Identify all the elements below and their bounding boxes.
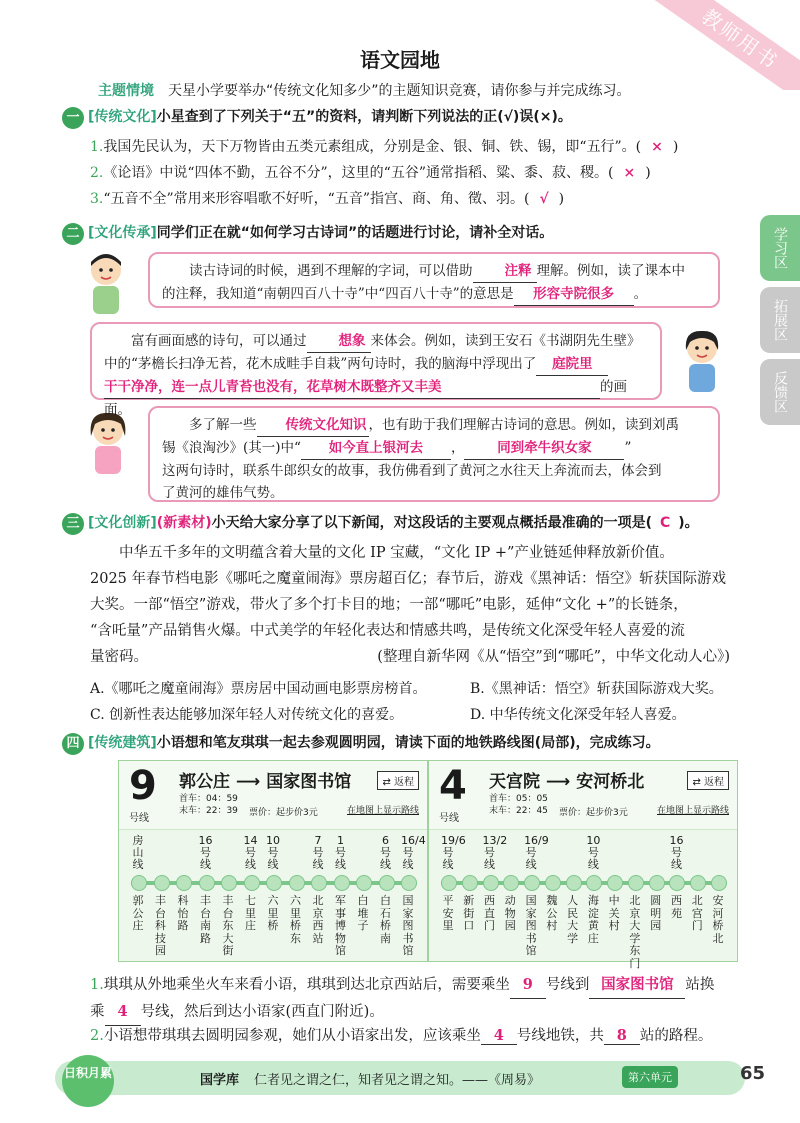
line-number: 9 xyxy=(129,763,157,809)
sub-number: 2. xyxy=(90,1028,104,1044)
dialogue-bubble-2 xyxy=(90,322,662,418)
fare: 票价：起步价3元 xyxy=(249,808,318,818)
sub-answer: 4 xyxy=(105,999,141,1026)
dialogue-text: 锡《浪淘沙》(其一)中“ xyxy=(162,440,301,456)
station-name: 白堆子 xyxy=(357,894,369,932)
page-footer xyxy=(0,1055,800,1123)
q1-item-text: 《论语》中说“四体不勤，五谷不分”，这里的“五谷”通常指稻、粱、黍、菽、稷。( xyxy=(103,165,614,181)
q4-sub1 xyxy=(90,972,730,1026)
dialogue-text: 。 xyxy=(633,286,648,302)
q2-prompt: 同学们正在就“如何学习古诗词”的话题进行讨论，请补全对话。 xyxy=(156,225,554,241)
q3-tag: [文化创新] xyxy=(88,515,157,531)
q3-end: )。 xyxy=(678,515,699,531)
station-node[interactable] xyxy=(690,875,706,891)
q3-prompt: 小天给大家分享了以下新闻，对这段话的主要观点概括最准确的一项是( xyxy=(211,515,652,531)
passage-line: “含吒量”产品销售火爆。中式美学的年轻化表达和情感共鸣，是传统文化深受年轻人喜爱的流 xyxy=(90,623,685,639)
metro-line-9-panel xyxy=(118,760,428,962)
station-node[interactable] xyxy=(441,875,457,891)
transfer-label: 10号线 xyxy=(266,834,280,871)
station-node[interactable] xyxy=(244,875,260,891)
q3-number: 三 xyxy=(62,513,84,535)
q2-tag: [文化传承] xyxy=(88,225,157,241)
sub-answer: 国家图书馆 xyxy=(589,972,685,999)
station-name: 中关村 xyxy=(608,894,620,932)
metro-header xyxy=(429,761,737,830)
service-times xyxy=(179,793,238,817)
boy-illustration xyxy=(80,250,132,318)
line-label: 号线 xyxy=(129,813,149,824)
sub-answer: 8 xyxy=(604,1027,640,1045)
station-name: 动物园 xyxy=(504,894,516,932)
sub-text: 乘 xyxy=(90,1004,105,1020)
station-name: 海淀黄庄 xyxy=(587,894,599,945)
dialogue-answer: 形容寺院很多 xyxy=(514,283,634,306)
dialogue-answer: 干干净净，连一点儿青苔也没有，花草树木既整齐又丰美 xyxy=(104,376,600,399)
dialogue-bubble-1 xyxy=(148,252,720,308)
footer-label: 国学库 xyxy=(200,1073,240,1088)
station-name: 圆明园 xyxy=(650,894,662,932)
q1-item-text: “五音不全”常用来形容唱歌不好听，“五音”指宫、商、角、徵、羽。( xyxy=(103,191,530,207)
q1-item xyxy=(90,162,651,182)
station-name: 国家图书馆 xyxy=(525,894,537,957)
station-name: 北京大学东门 xyxy=(629,894,641,970)
q3-answer: C xyxy=(660,515,671,531)
q1-item-answer: × xyxy=(623,165,636,181)
station-node[interactable] xyxy=(607,875,623,891)
station-node[interactable] xyxy=(462,875,478,891)
station-node[interactable] xyxy=(401,875,417,891)
dialogue-answer: 如今直上银河去 xyxy=(301,437,451,460)
station-name: 魏公村 xyxy=(546,894,558,932)
dialogue-answer: 想象 xyxy=(307,330,371,353)
q2-number: 二 xyxy=(62,223,84,245)
corner-badge-text: 教师用书 xyxy=(650,0,800,90)
dialogue-text: ，也有助于我们理解古诗词的意思。例如，读到刘禹 xyxy=(368,417,679,433)
passage-line: 2025 年春节档电影《哪吒之魔童闹海》票房超百亿；春节后，游戏《黑神话：悟空》斩获国际游戏 xyxy=(90,571,727,587)
dialogue-text: ， xyxy=(450,440,465,456)
dialogue-text: 了黄河的雄伟气势。 xyxy=(162,485,284,501)
side-tab-extend[interactable]: 拓展区 xyxy=(760,287,800,353)
dialogue-answer: 同到牵牛织女家 xyxy=(464,437,624,460)
dialogue-answer: 传统文化知识 xyxy=(257,414,369,437)
q2-header xyxy=(62,222,553,245)
line-label: 号线 xyxy=(439,813,459,824)
q3-tag-new: (新素材) xyxy=(156,515,212,531)
station-name: 郭公庄 xyxy=(132,894,144,932)
q3-option-c: C. 创新性表达能够加深年轻人对传统文化的喜爱。 xyxy=(90,707,404,723)
station-node[interactable] xyxy=(628,875,644,891)
q1-prompt: 小星查到了下列关于“五”的资料，请判断下列说法的正(√)误(×)。 xyxy=(156,109,572,125)
station-node[interactable] xyxy=(483,875,499,891)
transfer-label: 10号线 xyxy=(586,834,601,871)
q1-item-end: ) xyxy=(558,191,565,207)
passage-line: 中华五千多年的文明蕴含着大量的文化 IP 宝藏，“文化 IP +”产业链延伸释放新价值。 xyxy=(119,545,674,561)
side-tab-feedback[interactable]: 反馈区 xyxy=(760,359,800,425)
station-node[interactable] xyxy=(154,875,170,891)
sub-text: 小语想带琪琪去圆明园参观，她们从小语家出发，应该乘坐 xyxy=(103,1028,481,1044)
station-node[interactable] xyxy=(289,875,305,891)
station-node[interactable] xyxy=(176,875,192,891)
last-train: 末车：22：45 xyxy=(489,806,548,816)
sub-text: 号线到 xyxy=(545,977,590,993)
show-route-link[interactable]: 在地图上显示路线 xyxy=(656,806,729,816)
station-name: 北宫门 xyxy=(691,894,703,932)
show-route-link[interactable]: 在地图上显示路线 xyxy=(346,806,419,816)
route-title: 郭公庄 ⟶ 国家图书馆 xyxy=(179,772,352,792)
transfer-label: 6号线 xyxy=(380,834,391,871)
intro-line xyxy=(98,80,631,100)
dialogue-answer: 注释 xyxy=(473,260,537,283)
station-node[interactable] xyxy=(524,875,540,891)
q4-tag: [传统建筑] xyxy=(88,735,157,751)
return-button[interactable]: ⇄ 返程 xyxy=(687,771,729,790)
station-name: 西苑 xyxy=(670,894,682,920)
station-node[interactable] xyxy=(334,875,350,891)
dialogue-text: 读古诗词的时候，遇到不理解的字词，可以借助 xyxy=(189,263,473,279)
station-name: 西直门 xyxy=(484,894,496,932)
q1-item-number: 3. xyxy=(90,191,104,207)
q3-option-b: B.《黑神话：悟空》斩获国际游戏大奖。 xyxy=(470,681,723,697)
dialogue-bubble-3 xyxy=(148,406,720,502)
sub-number: 1. xyxy=(90,977,104,993)
sub-text: 站换 xyxy=(685,977,715,993)
station-node[interactable] xyxy=(586,875,602,891)
station-name: 平安里 xyxy=(442,894,454,932)
station-node[interactable] xyxy=(199,875,215,891)
intro-label: 主题情境 xyxy=(98,83,154,99)
sub-answer: 9 xyxy=(510,972,546,999)
station-node[interactable] xyxy=(669,875,685,891)
station-node[interactable] xyxy=(131,875,147,891)
transfer-label: 16号线 xyxy=(198,834,213,871)
sub-text: 琪琪从外地乘坐火车来看小语，琪琪到达北京西站后，需要乘坐 xyxy=(103,977,510,993)
line-number: 4 xyxy=(439,763,467,809)
dialogue-answer: 庭院里 xyxy=(536,353,608,376)
passage-line: 大奖。一部“悟空”游戏，带火了多个打卡目的地；一部“哪吒”电影，延伸“文化 +”的长链条， xyxy=(90,597,688,613)
transfer-label: 13/2号线 xyxy=(482,834,508,871)
dialogue-text: 的注释，我知道“南朝四百八十寺”中“四百八十寺”的意思是 xyxy=(162,286,514,302)
q1-header xyxy=(62,106,572,129)
station-name: 六里桥 xyxy=(267,894,279,932)
sub-text: 号线地铁，共 xyxy=(516,1028,604,1044)
q3-passage xyxy=(90,540,730,670)
transfer-label: 14号线 xyxy=(243,834,258,871)
q1-item-number: 1. xyxy=(90,139,104,155)
dialogue-text: 理解。例如，读了课本中 xyxy=(536,263,685,279)
station-node[interactable] xyxy=(545,875,561,891)
unit-badge: 第六单元 xyxy=(622,1066,678,1088)
girl-illustration xyxy=(676,328,728,396)
q1-item-text: 我国先民认为，天下万物皆由五类元素组成，分别是金、银、铜、铁、锡，即“五行”。( xyxy=(103,139,642,155)
transfer-label: 16/4号线 xyxy=(401,834,426,871)
dialogue-text: 多了解一些 xyxy=(189,417,257,433)
transfer-label: 16/9号线 xyxy=(524,834,549,871)
side-tab-study[interactable]: 学习区 xyxy=(760,215,800,281)
metro-line-4-panel xyxy=(428,760,738,970)
station-name: 丰台东大街 xyxy=(222,894,234,957)
q4-sub2 xyxy=(90,1024,712,1045)
daily-badge: 日积月累 xyxy=(62,1055,114,1107)
q3-option-d: D. 中华传统文化深受年轻人喜爱。 xyxy=(470,707,686,723)
q3-option-a: A.《哪吒之魔童闹海》票房居中国动画电影票房榜首。 xyxy=(90,681,427,697)
page-title: 语文园地 xyxy=(360,48,440,72)
q1-item xyxy=(90,136,678,156)
station-node[interactable] xyxy=(379,875,395,891)
sub-text: 号线，然后到达小语家(西直门附近)。 xyxy=(140,1004,384,1020)
dialogue-text: 来体会。例如，读到王安石《书湖阴先生壁》 xyxy=(370,333,641,349)
dialogue-text: 这两句诗时，联系牛郎织女的故事，我仿佛看到了黄河之水往天上奔流而去，体会到 xyxy=(162,463,662,479)
q1-item-number: 2. xyxy=(90,165,104,181)
q1-item-end: ) xyxy=(672,139,679,155)
q1-number: 一 xyxy=(62,107,84,129)
station-name: 安河桥北 xyxy=(712,894,724,945)
q1-item xyxy=(90,188,564,208)
station-name: 人民大学 xyxy=(567,894,579,945)
q4-header xyxy=(62,732,660,755)
station-name: 白石桥南 xyxy=(380,894,391,945)
dialogue-text: 中的“茅檐长扫净无苔，花木成畦手自栽”两句诗时，我的脑海中浮现出了 xyxy=(104,356,537,372)
station-name: 七里庄 xyxy=(245,894,256,932)
sub-text: 站的路程。 xyxy=(639,1028,713,1044)
station-node[interactable] xyxy=(311,875,327,891)
first-train: 首车：05：05 xyxy=(489,794,548,804)
q4-prompt: 小语想和笔友琪琪一起去参观圆明园，请读下面的地铁路线图(局部)，完成练习。 xyxy=(156,735,660,751)
station-node[interactable] xyxy=(266,875,282,891)
station-name: 科怡路 xyxy=(177,894,189,932)
transfer-label: 7号线 xyxy=(312,834,324,871)
station-name: 丰台南路 xyxy=(200,894,211,945)
q1-item-end: ) xyxy=(645,165,651,181)
station-name: 国家图书馆 xyxy=(402,894,414,957)
station-node[interactable] xyxy=(566,875,582,891)
return-button[interactable]: ⇄ 返程 xyxy=(377,771,419,790)
transfer-label: 16号线 xyxy=(669,834,684,871)
fare: 票价：起步价3元 xyxy=(559,808,628,818)
station-node[interactable] xyxy=(221,875,237,891)
q4-number: 四 xyxy=(62,733,84,755)
passage-source: (整理自新华网《从“悟空”到“哪吒”，中华文化动人心》) xyxy=(377,649,730,665)
sub-answer: 4 xyxy=(481,1027,517,1045)
last-train: 末车：22：39 xyxy=(179,806,238,816)
station-node[interactable] xyxy=(649,875,665,891)
passage-line: 量密码。 xyxy=(90,649,148,665)
transfer-label: 1号线 xyxy=(335,834,346,871)
q1-item-answer: √ xyxy=(539,191,549,207)
q1-item-answer: × xyxy=(651,139,663,155)
station-node[interactable] xyxy=(503,875,519,891)
service-times xyxy=(489,793,548,817)
dialogue-text: 富有画面感的诗句，可以通过 xyxy=(131,333,307,349)
station-name: 丰台科技园 xyxy=(155,894,166,957)
q3-header xyxy=(62,512,699,535)
station-node[interactable] xyxy=(711,875,727,891)
footer-quote: 仁者见之谓之仁，知者见之谓之知。——《周易》 xyxy=(254,1073,541,1088)
station-name: 六里桥东 xyxy=(290,894,301,945)
station-node[interactable] xyxy=(356,875,372,891)
station-name: 北京西站 xyxy=(312,894,324,945)
dialogue-text: 的画面。 xyxy=(104,379,627,418)
dialogue-text: ” xyxy=(624,440,632,456)
transfer-label: 房山线 xyxy=(132,834,144,871)
metro-header xyxy=(119,761,427,830)
transfer-label: 19/6号线 xyxy=(441,834,466,871)
station-name: 新街口 xyxy=(463,894,475,932)
route-title: 天宫院 ⟶ 安河桥北 xyxy=(489,772,645,792)
q1-tag: [传统文化] xyxy=(88,109,157,125)
page-number: 65 xyxy=(740,1063,766,1084)
station-name: 军事博物馆 xyxy=(335,894,346,957)
intro-text: 天星小学要举办“传统文化知多少”的主题知识竞赛，请你参与并完成练习。 xyxy=(168,83,631,99)
first-train: 首车：04：59 xyxy=(179,794,238,804)
